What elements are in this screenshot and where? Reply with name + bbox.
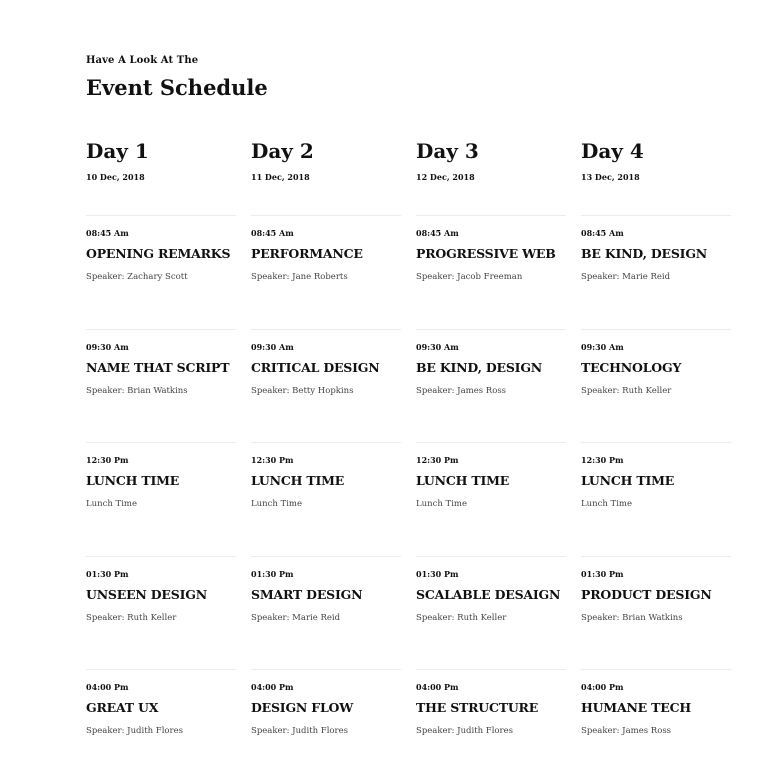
session-speaker: Speaker: Judith Flores (86, 726, 183, 736)
session-card (581, 442, 731, 555)
session-time: 04:00 Pm (86, 682, 129, 692)
session-time: 08:45 Am (416, 228, 459, 238)
session-card (581, 215, 731, 328)
session-title: TECHNOLOGY (581, 360, 682, 375)
session-speaker: Speaker: Marie Reid (251, 613, 341, 623)
day-name: Day 4 (581, 139, 644, 163)
session-time: 04:00 Pm (416, 682, 459, 692)
session-card (581, 669, 731, 778)
session-speaker: Speaker: James Ross (416, 386, 507, 396)
session-speaker: Lunch Time (251, 499, 303, 509)
session-title: CRITICAL DESIGN (251, 360, 380, 375)
session-speaker: Speaker: Jane Roberts (251, 272, 348, 282)
session-time: 08:45 Am (581, 228, 624, 238)
day-date: 11 Dec, 2018 (251, 172, 310, 182)
session-card (251, 442, 401, 555)
session-card (251, 215, 401, 328)
session-title: LUNCH TIME (86, 473, 180, 488)
session-title: GREAT UX (86, 700, 159, 715)
session-time: 09:30 Am (251, 342, 294, 352)
session-time: 09:30 Am (581, 342, 624, 352)
session-card (86, 556, 236, 669)
session-time: 08:45 Am (251, 228, 294, 238)
day-name: Day 1 (86, 139, 149, 163)
session-card (86, 215, 236, 328)
session-card (416, 215, 566, 328)
session-speaker: Lunch Time (581, 499, 633, 509)
session-card (251, 556, 401, 669)
session-speaker: Speaker: Judith Flores (251, 726, 348, 736)
session-card (251, 669, 401, 778)
session-title: THE STRUCTURE (416, 700, 539, 715)
session-card (581, 329, 731, 442)
session-speaker: Speaker: Brian Watkins (86, 386, 188, 396)
session-time: 01:30 Pm (416, 569, 459, 579)
day-header-4 (581, 138, 731, 182)
session-title: DESIGN FLOW (251, 700, 354, 715)
session-speaker: Speaker: Ruth Keller (416, 613, 507, 623)
session-title: PERFORMANCE (251, 246, 363, 261)
session-time: 01:30 Pm (86, 569, 129, 579)
session-title: SCALABLE DESAIGN (416, 587, 561, 602)
session-title: HUMANE TECH (581, 700, 691, 715)
session-card (416, 669, 566, 778)
session-speaker: Speaker: Ruth Keller (86, 613, 177, 623)
session-title: PROGRESSIVE WEB (416, 246, 556, 261)
session-card (581, 556, 731, 669)
session-card (251, 329, 401, 442)
session-speaker: Lunch Time (416, 499, 468, 509)
session-title: NAME THAT SCRIPT (86, 360, 230, 375)
session-speaker: Speaker: Jacob Freeman (416, 272, 523, 282)
day-date: 12 Dec, 2018 (416, 172, 475, 182)
session-speaker: Speaker: Zachary Scott (86, 272, 188, 282)
session-speaker: Speaker: Marie Reid (581, 272, 671, 282)
session-time: 09:30 Am (86, 342, 129, 352)
day-date: 10 Dec, 2018 (86, 172, 145, 182)
session-time: 12:30 Pm (86, 455, 129, 465)
session-speaker: Speaker: Ruth Keller (581, 386, 672, 396)
day-date: 13 Dec, 2018 (581, 172, 640, 182)
session-time: 04:00 Pm (251, 682, 294, 692)
session-card (86, 669, 236, 778)
session-time: 01:30 Pm (581, 569, 624, 579)
day-header-1 (86, 138, 236, 182)
session-speaker: Speaker: Brian Watkins (581, 613, 683, 623)
session-speaker: Speaker: James Ross (581, 726, 672, 736)
session-title: BE KIND, DESIGN (416, 360, 543, 375)
session-title: LUNCH TIME (416, 473, 510, 488)
session-title: LUNCH TIME (581, 473, 675, 488)
session-time: 12:30 Pm (416, 455, 459, 465)
session-speaker: Lunch Time (86, 499, 138, 509)
session-card (416, 329, 566, 442)
section-eyebrow: Have A Look At The (86, 55, 199, 66)
session-card (416, 556, 566, 669)
page-title: Event Schedule (86, 75, 268, 100)
session-card (86, 329, 236, 442)
session-title: SMART DESIGN (251, 587, 363, 602)
session-speaker: Speaker: Betty Hopkins (251, 386, 354, 396)
day-name: Day 2 (251, 139, 314, 163)
day-name: Day 3 (416, 139, 479, 163)
session-time: 12:30 Pm (251, 455, 294, 465)
day-header-2 (251, 138, 401, 182)
session-time: 12:30 Pm (581, 455, 624, 465)
session-time: 01:30 Pm (251, 569, 294, 579)
session-title: UNSEEN DESIGN (86, 587, 207, 602)
session-time: 04:00 Pm (581, 682, 624, 692)
session-title: PRODUCT DESIGN (581, 587, 712, 602)
session-card (416, 442, 566, 555)
day-header-3 (416, 138, 566, 182)
session-speaker: Speaker: Judith Flores (416, 726, 513, 736)
session-card (86, 442, 236, 555)
session-time: 08:45 Am (86, 228, 129, 238)
session-title: BE KIND, DESIGN (581, 246, 708, 261)
session-title: LUNCH TIME (251, 473, 345, 488)
session-title: OPENING REMARKS (86, 246, 231, 261)
session-time: 09:30 Am (416, 342, 459, 352)
